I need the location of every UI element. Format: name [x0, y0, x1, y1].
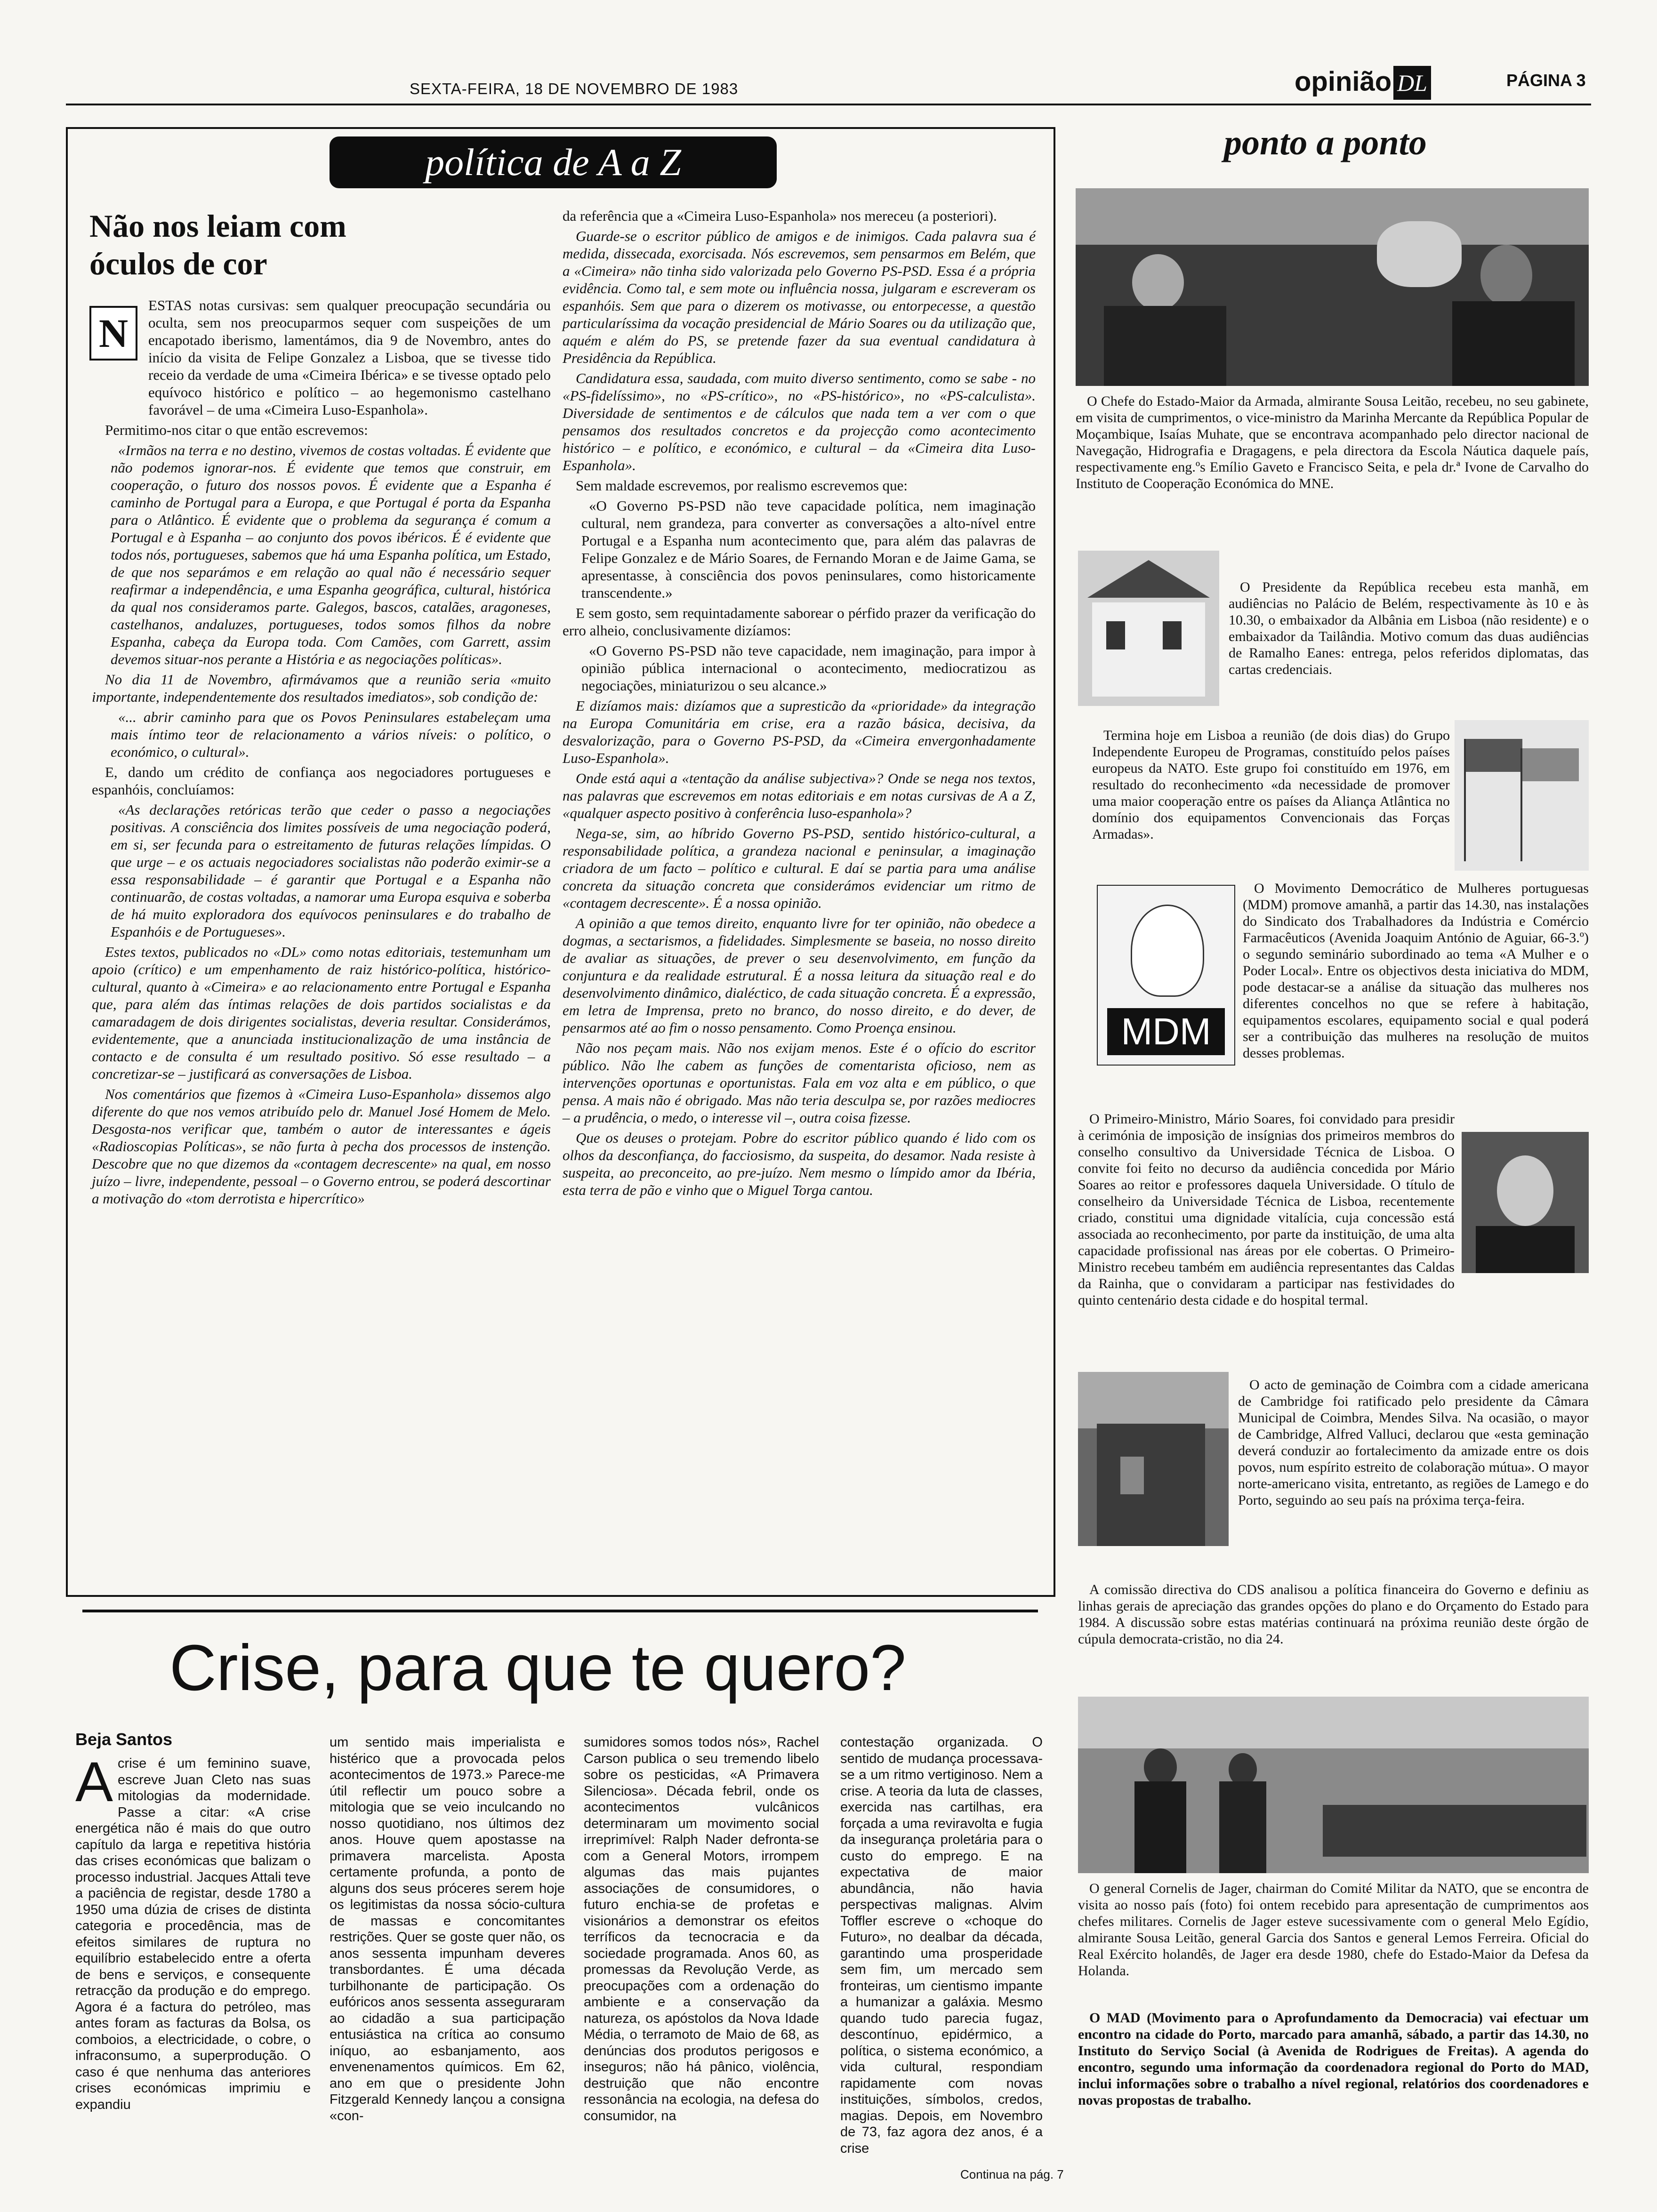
news-text: O Primeiro-Ministro, Mário Soares, foi convidado para presidir à cerimónia de imposição de insígnias dos primeiros membros do conselho consultivo da Universidade Técnica de Lisboa. O convite foi feito no decurso da audiência concedida por Mário Soares ao reitor e professores daquela Universidade. O título de conselheiro da Universidade Técnica de Lisboa, recentemente criado, constitui uma dignidade vitalícia, cuja concessão está associada ao reconhecimento, por parte da instituição, de uma alta capacidade profissional nas áreas por ele cobertas. O Primeiro-Ministro recebeu também em audiência representantes das Caldas da Rainha, que o convidaram a participar nas festividades do quinto centenário desta cidade e do hospital termal.	[1078, 1111, 1455, 1308]
paragraph: Candidatura essa, saudada, com muito diverso sentimento, como se sabe - no «PS-fidelíssimo», no «PS-crítico», no «PS-histórico», no «PS-calculista». Diversidade de sentimentos e de cálculos que nada tem a ver com o que pensamos dos resultados concretos e da projecção como acontecimento histórico – e político, e económico, e cultural – da «Cimeira dita Luso-Espanhola».	[563, 370, 1036, 473]
column-banner: política de A a Z	[330, 136, 777, 188]
drop-cap: A	[75, 1750, 113, 1813]
author-byline: Beja Santos	[75, 1730, 173, 1749]
paragraph: ESTAS notas cursivas: sem qualquer preocupação secundária ou oculta, sem nos preocuparmos sequer com suspeições de um encapotado iberismo, lamentámos, dia 9 de Novembro, antes do início da visita de Felipe Gonzalez a Lisboa, que se tivesse tido receio da verdade de uma «Cimeira Ibérica» e se tivesse optado pelo equívoco histórico e político – ao hegemonismo castelhano favorável – de uma «Cimeira Luso-Espanhola».	[148, 297, 551, 418]
crise-column-3	[584, 1734, 819, 2124]
photo-coimbra-building	[1078, 1372, 1229, 1546]
paragraph: Sem maldade escrevemos, por realismo escrevemos que:	[576, 477, 908, 494]
photo-flags	[1455, 720, 1589, 871]
crise-column-1	[75, 1750, 311, 2113]
photo-belem-palace	[1078, 551, 1219, 706]
paragraph: E dizíamos mais: dizíamos que a supresticão da «prioridade» da integração na Europa Comunitária em crise, era a razão básica, decisiva, da desvalorização, para o Governo PS-PSD, da «Cimeira envergonhadamente Luso-Espanhola».	[563, 697, 1036, 766]
photo-admiral-meeting	[1076, 188, 1589, 386]
paragraph: Nos comentários que fizemos à «Cimeira Luso-Espanhola» dissemos algo diferente do que nos vemos atribuído pelo dr. Manuel José Homem de Melo. Desgosta-nos verificar que, também o autor de interessantes e ágeis «Radioscopias Políticas», se não furta à pecha dos processos de instenção. Descobre que no que dizemos da «contagem decrescente» na qual, em nosso juízo – livre, independente, pessoal – o Governo entrou, se poderá descortinar a motivação do «tom derrotista e hipercrítico»	[92, 1086, 551, 1207]
page-number: PÁGINA 3	[1506, 71, 1586, 90]
newspaper-logo: DL	[1393, 66, 1431, 100]
paragraph: E, dando um crédito de confiança aos negociadores portugueses e espanhóis, concluíamos:	[92, 764, 551, 798]
drop-cap: N	[89, 306, 137, 361]
news-text: O MAD (Movimento para o Aprofundamento da Democracia) vai efectuar um encontro na cidade do Porto, marcado para amanhã, sábado, a partir das 14.30, no Instituto do Serviço Social (à Avenida de Rodrigues de Freitas). A agenda do encontro, segundo uma informação da coordenadora regional do Porto do MAD, inclui informações sobre o trabalho a nível regional, relatórios dos coordenadores e novas propostas de trabalho.	[1078, 2010, 1589, 2108]
section-divider	[82, 1610, 1038, 1612]
editorial-column-2	[563, 207, 1036, 1202]
news-item	[1078, 1880, 1589, 1981]
paragraph: Não nos peçam mais. Não nos exijam menos. Este é o ofício do escritor público. Não lhe cabem as funções de comentarista oficioso, nem as intervenções oportunas e oportunistas. Fala em voz alta e em público, o que pensa. A mais não é obrigado. Mas não teria desculpa se, por razões mediocres – a prudência, o medo, o interesse vil –, outra coisa fizesse.	[563, 1040, 1036, 1126]
news-text: O Presidente da República recebeu esta manhã, em audiências no Palácio de Belém, respectivamente às 10 e às 10.30, o embaixador da Albânia em Lisboa (não residente) e o embaixador da Tailândia. Motivo comum das duas audiências de Ramalho Eanes: entrega, pelos referidos diplomatas, das cartas credenciais.	[1229, 579, 1589, 677]
crise-column-2	[330, 1734, 565, 2124]
news-text: O Movimento Democrático de Mulheres portuguesas (MDM) promove amanhã, a partir das 14.30, nas instalações do Sindicato dos Trabalhadores da Indústria e Comércio Farmacêuticos (Avenida Joaquim António de Aguiar, 66-3.º) o segundo seminário subordinado ao tema «A Mulher e o Poder Local». Entre os objectivos desta iniciativa do MDM, pode destacar-se a análise da situação das mulheres nos diferentes concelhos no que se refere à habitação, equipamentos escolares, equipamento social e qual poderá ser a contribuição das mulheres na resolução de muitos desses problemas.	[1243, 881, 1589, 1061]
news-item	[1092, 727, 1450, 844]
paragraph: da referência que a «Cimeira Luso-Espanhola» nos mereceu (a posteriori).	[563, 208, 997, 224]
quote-paragraph: «... abrir caminho para que os Povos Peninsulares estabeleçam uma mais íntimo teor de relacionamento a vários níveis: o político, o económico, o cultural».	[111, 709, 551, 760]
article-headline: Não nos leiam com óculos de cor	[89, 208, 346, 281]
crise-column-4	[840, 1734, 1043, 2156]
mdm-logo	[1097, 885, 1235, 1066]
news-item	[1229, 579, 1589, 680]
paragraph: Guarde-se o escritor público de amigos e de inimigos. Cada palavra sua é medida, dissecada, exorcisada. Nós escrevemos, sem pensarmos em Belém, que a «Cimeira» não tinha sido valorizada pelo Governo PS-PSD. Essa é a própria evidência. Como tal, e sem mote ou influência nossa, julgaram e escreveram os espanhóis. Sem que para o dizerem os motivasse, ou entorpecesse, a questão particularíssima da vocação presidencial de Mário Soares ou da utilização que, aquém e além do PS, se pretende fazer da sua eventual candidatura à Presidência da República.	[563, 228, 1036, 366]
news-item	[1243, 880, 1589, 1063]
news-text: O Chefe do Estado-Maior da Armada, almirante Sousa Leitão, recebeu, no seu gabinete, em visita de cumprimentos, o vice-ministro da Marinha Mercante da República Popular de Moçambique, Isaías Muhate, que se encontrava acompanhado pelo director nacional de Navegação, Hidrografia e Dragagens, e pela directora da Escola Náutica daquele país, respectivamente eng.ºs Emílio Gaveto e Francisco Seita, e pela dr.ª Ivone de Carvalho do Instituto de Cooperação Económica do MNE.	[1076, 393, 1589, 491]
news-item	[1078, 2010, 1589, 2110]
paragraph: Estes textos, publicados no «DL» como notas editoriais, testemunham um apoio (crítico) e um empenhamento de raiz histórico-política, histórico-cultural, quanto à «Cimeira» e ao relacionamento entre Portugal e Espanha que, para além das íntimas relações de dois partidos socialistas e da camaradagem de dois dirigentes socialistas, deveria resultar. Considerámos, evidentemente, que a anunciada institucionalização de uma instância de contacto e de consulta é um resultado positivo. Só esse resultado – a concretizar-se – justificará as conversações de Lisboa.	[92, 944, 551, 1082]
quote-paragraph: «O Governo PS-PSD não teve capacidade política, nem imaginação cultural, nem grandeza, para converter as conversações a alto-nível entre Portugal e a Espanha num acontecimento que, para além das palavras de Felipe Gonzalez e de Mário Soares, de Fernando Moran e de Jaime Gama, se apresentasse, à consciência dos povos peninsulares, como historicamente transcendente.»	[581, 497, 1036, 601]
editorial-column-1	[92, 297, 551, 1210]
photo-mario-soares	[1462, 1132, 1589, 1273]
news-text: O general Cornelis de Jager, chairman do Comité Militar da NATO, que se encontra de visita ao nosso país (foto) foi ontem recebido para apresentação de cumprimentos aos chefes militares. Cornelis de Jager esteve sucessivamente com o general Melo Egídio, almirante Sousa Leitão, general Garcia dos Santos e general Lemos Ferreira. Oficial do Real Exército holandês, de Jager era desde 1980, chefe do Estado-Maior da Defesa da Holanda.	[1078, 1881, 1589, 1979]
column-title: ponto a ponto	[1224, 123, 1427, 162]
news-item	[1238, 1377, 1589, 1510]
photo-general-de-jager	[1078, 1697, 1589, 1873]
paragraph: Que os deuses o protejam. Pobre do escritor público quando é lido com os olhos da desconfiança, do facciosismo, da suspeita, do desamor. Nada resiste à suspeita, ao preconceito, ao pre-juízo. Nem mesmo o límpido amor da Ibéria, esta terra de pão e vinho que o Miguel Torga cantou.	[563, 1130, 1036, 1198]
paragraph: No dia 11 de Novembro, afirmávamos que a reunião seria «muito importante, independentemente dos resultados imediatos», sob condição de:	[92, 671, 551, 705]
paragraph: Nega-se, sim, ao híbrido Governo PS-PSD, sentido histórico-cultural, a responsabilidade política, a grandeza nacional e peninsular, a imaginação criadora de um facto – político e cultural. E daí se partia para uma análise concreta da situação concreta que considerámos evidenciar um ritmo de «contagem decrescente». É a nossa opinião.	[563, 825, 1036, 911]
news-text: O acto de geminação de Coimbra com a cidade americana de Cambridge foi ratificado pelo presidente da Câmara Municipal de Coimbra, Mendes Silva. Na ocasião, o mayor de Cambridge, Alfred Valluci, declarou que «esta geminação deverá conduzir ao fortalecimento da amizade entre os dois povos, num espírito estreito de colaboração mútua». O mayor norte-americano visita, entretanto, as regiões de Lamego e do Porto, seguindo ao seu país na próxima terça-feira.	[1238, 1377, 1589, 1508]
paragraph: um sentido mais imperialista e histérico que a provocada pelos acontecimentos de 1973.» Parece-me útil reflectir um pouco sobre a mitologia que se veio inculcando no nosso quotidiano, nos últimos dez anos. Houve quem apostasse na primavera marcelista. Aposta certamente profunda, a ponto de alguns dos seus próceres serem hoje os legitimistas da nossa sócio-cultura de massas e concomitantes restrições. Quer se goste quer não, os anos sessenta impunham deveres transbordantes. É uma década turbilhonante de participação. Os eufóricos anos sessenta asseguraram ao cidadão a sua participação entusiástica na crítica ao consumo iníquo, ao esbanjamento, aos envenenamentos químicos. Em 62, ano em que o presidente John Fitzgerald Kennedy lançou a consigna «con-	[330, 1735, 565, 2124]
paragraph: Onde está aqui a «tentação da análise subjectiva»? Onde se nega nos textos, nas palavras que escrevemos em notas editoriais e em notas cursivas de A a Z, «qualquer aspecto positivo à conferência luso-espanhola»?	[563, 770, 1036, 821]
header-rule	[66, 104, 1591, 105]
issue-date: SEXTA-FEIRA, 18 DE NOVEMBRO DE 1983	[410, 80, 739, 97]
news-item	[1078, 1111, 1455, 1310]
paragraph: contestação organizada. O sentido de mudança processava-se a um ritmo vertiginoso. Nem a crise. A teoria da luta de classes, exercida nas cartilhas, era forçada a uma reviravolta e fugia da insegurança proletária para o custo do emprego. E na expectativa de maior abundância, não havia perspectivas malignas. Alvim Toffler escreve o «choque do Futuro», no dealbar da década, garantindo uma prosperidade sem fim, um mercado sem fronteiras, um cientismo impante a humanizar a galáxia. Mesmo quando tudo parecia fugaz, descontínuo, epidérmico, a política, o sistema económico, a vida cultural, respondiam rapidamente com novas instituições, símbolos, credos, magias. Depois, em Novembro de 73, faz agora dez anos, é a crise	[840, 1735, 1043, 2156]
quote-paragraph: «O Governo PS-PSD não teve capacidade, nem imaginação, para impor à opinião pública internacional o acontecimento, mediocratizou as negociações, miniaturizou o seu alcance.»	[581, 642, 1036, 694]
mdm-label: MDM	[1107, 1008, 1225, 1055]
paragraph: crise é um feminino suave, escreve Juan Cleto nas suas mitologias da modernidade. Passe a citar: «A crise energética não é mais do que outro capítulo da larga e repetitiva história das crises económicas que balizam o processo industrial. Jacques Attali teve a paciência de registar, desde 1780 a 1950 uma dúzia de crises de distinta categoria e procedência, mas de efeitos similares de ruptura no equilíbrio estabelecido entre a oferta de bens e serviços, e consequente retracção da produção e do emprego. Agora é a factura do petróleo, mas antes foram as facturas da Bolsa, os comboios, a electricidade, o cobre, o infraconsumo, a superprodução. O caso é que nenhuma das anteriores crises económicas imprimiu e expandiu	[75, 1756, 311, 2112]
continued-note: Continua na pág. 7	[960, 2167, 1064, 2181]
news-item	[1078, 1581, 1589, 1649]
news-item	[1076, 393, 1589, 494]
paragraph: A opinião a que temos direito, enquanto livre for ter opinião, não obedece a dogmas, a sectarismos, a fidelidades. Simplesmente se baseia, no nosso direito de avaliar as situações, de prever o seu desenvolvimento, em função da conjuntura e da realidade estrutural. É a nossa leitura da situação real e do desenvolvimento dinâmico, dialéctico, de cada situação concreta. É a expressão, em letra de Imprensa, preto no branco, do nosso direito, e do dever, de pensarmos até ao fim o nosso pensamento. Como Proença ensinou.	[563, 915, 1036, 1036]
paragraph: E sem gosto, sem requintadamente saborear o pérfido prazer da verificação do erro alheio, conclusivamente dizíamos:	[563, 605, 1036, 639]
news-text: A comissão directiva do CDS analisou a política financeira do Governo e definiu as linhas gerais de apreciação das grandes opções do plano e do Orçamento do Estado para 1984. A discussão sobre estas matérias continuará na próxima reunião deste órgão de cúpula democrata-cristão, no dia 24.	[1078, 1582, 1589, 1647]
quote-paragraph: «As declarações retóricas terão que ceder o passo a negociações positivas. A consciência dos limites possíveis de uma negociação poderá, em si, ser fecunda para o estreitamento de futuras relações límpidas. O que urge – e os actuais negociadores socialistas não poderão eximir-se a essa responsabilidade – é garantir que Portugal e a Espanha não continuarão, de costas voltadas, a namorar uma Europa esquiva e soberba de há muito exploradora dos equívocos peninsulares e do trabalho de Espanhóis e de Portugueses».	[111, 801, 551, 940]
crise-headline: Crise, para que te quero?	[169, 1632, 906, 1704]
quote-paragraph: «Irmãos na terra e no destino, vivemos de costas voltadas. É evidente que não podemos ignorar-nos. É evidente que temos que construir, em cooperação, o futuro dos nossos povos. É evidente que a Espanha é caminho de Portugal para a Europa, e que Portugal é porta da Espanha para o Atlântico. É evidente que o problema da segurança é comum a Portugal e à Espanha – ao conjunto dos povos ibéricos. É é evidente que todos nós, portugueses, sabemos que há uma Espanha política, um Estado, de que nos separámos e em relação ao qual não é necessário sequer reafirmar a independência, e uma Espanha geográfica, cultural, histórica da qual nos consideramos parte. Galegos, bascos, catalães, aragoneses, castelhanos, andaluzes, portugueses, todos somos filhos da nobre Espanha, cabeça da Europa toda. Com Camões, com Garrett, assim devemos situar-nos perante a História e as negociações políticas».	[111, 442, 551, 667]
section-title: opinião	[1295, 66, 1392, 97]
paragraph: Permitimo-nos citar o que então escrevemos:	[105, 422, 368, 438]
news-text: Termina hoje em Lisboa a reunião (de dois dias) do Grupo Independente Europeu de Programas, constituído pelos países europeus da NATO. Este grupo foi constituído em 1976, em resultado do reconhecimento «da necessidade de promover uma maior cooperação entre os países da Aliança Atlântica no domínio dos equipamentos Convencionais das Forças Armadas».	[1092, 728, 1450, 842]
paragraph: sumidores somos todos nós», Rachel Carson publica o seu tremendo libelo sobre os pesticidas, «A Primavera Silenciosa». Década febril, onde os acontecimentos vulcânicos determinaram um movimento social irreprimível: Ralph Nader defronta-se com a General Motors, irrompem algumas das mais pujantes associações de consumidores, o futuro enchia-se de profetas e visionários a demonstrar os efeitos terríficos da tecnocracia e da sociedade programada. Anos 60, as promessas da Revolução Verde, as preocupações com a ordenação do ambiente e a conservação da natureza, os apóstolos da Nova Idade Média, o terramoto de Maio de 68, as denúncias dos produtos perigosos e inseguros; não há pânico, violência, destruição que não encontre ressonância na ecologia, na defesa do consumidor, na	[584, 1735, 819, 2124]
